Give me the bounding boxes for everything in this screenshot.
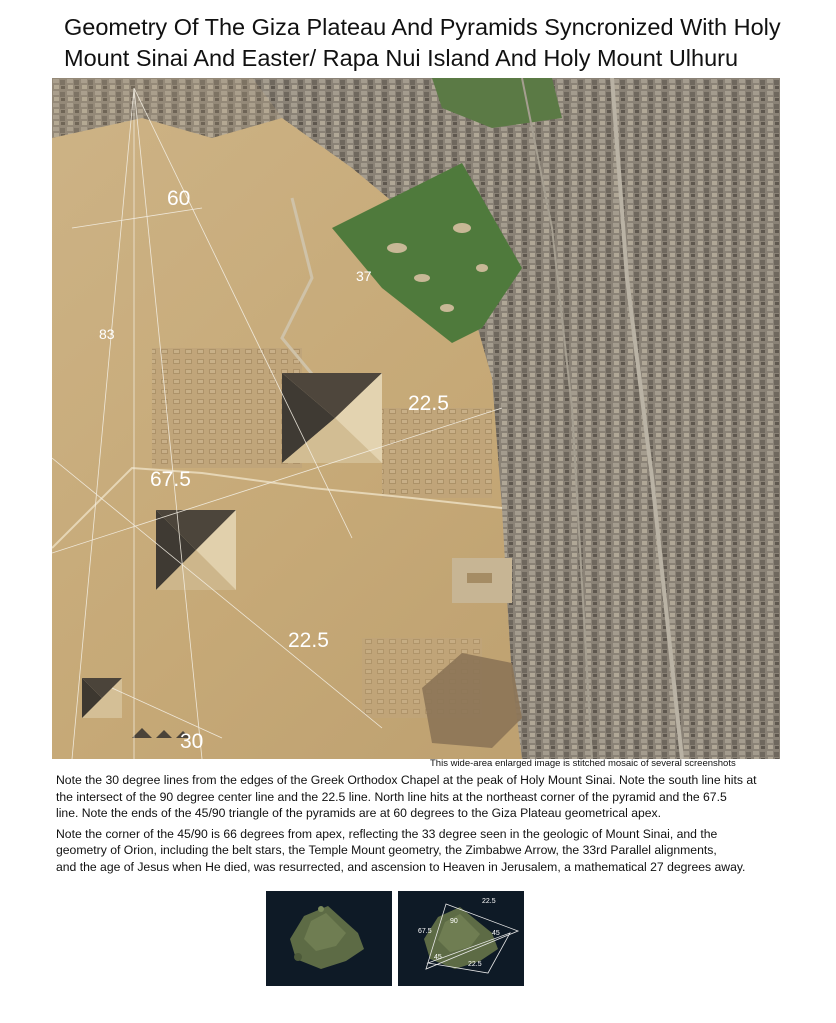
label-37: 37 — [356, 268, 372, 284]
island-label-90: 90 — [450, 918, 458, 925]
label-60: 60 — [167, 187, 191, 210]
island-label-22-5-bottom: 22.5 — [468, 961, 482, 968]
note-line: line. Note the ends of the 45/90 triangle of the pyramids are at 60 degrees to the Giza Plateau geometrical apex. — [56, 806, 662, 820]
title-line-2: Mount Sinai And Easter/ Rapa Nui Island And Holy Mount Ulhuru — [64, 45, 739, 71]
western-cemetery — [152, 348, 302, 468]
image-credit: This wide-area enlarged image is stitched mosaic of several screenshots — [430, 758, 736, 769]
eastern-cemetery — [382, 408, 492, 498]
easter-island-thumbnail — [266, 891, 392, 986]
note-line: Note the corner of the 45/90 is 66 degrees from apex, reflecting the 33 degree seen in the geologic of Mount Sinai, and the — [56, 826, 718, 841]
khafre-pyramid — [156, 510, 236, 590]
notes-text — [56, 772, 826, 875]
island-label-67-5: 67.5 — [418, 928, 432, 935]
label-67-5: 67.5 — [150, 468, 191, 491]
note-line: Note the 30 degree lines from the edges of the Greek Orthodox Chapel at the peak of Holy Mount Sinai. Note the south line hits at — [56, 773, 757, 787]
label-83: 83 — [99, 326, 115, 342]
island-label-22-5-top: 22.5 — [482, 898, 496, 905]
page-title — [64, 12, 824, 74]
note-line: and the age of Jesus when He died, was resurrected, and ascension to Heaven in Jerusalem, a mathematical 27 degrees away. — [56, 859, 746, 874]
easter-island-geometry-thumbnail — [398, 891, 524, 986]
title-line-1: Geometry Of The Giza Plateau And Pyramids Syncronized With Holy — [64, 14, 781, 40]
label-30: 30 — [180, 730, 204, 753]
label-22-5-bottom: 22.5 — [288, 629, 329, 652]
label-22-5-top: 22.5 — [408, 392, 449, 415]
great-pyramid — [282, 373, 382, 463]
menkaure-pyramid — [82, 678, 122, 718]
note-line: the intersect of the 90 degree center line and the 22.5 line. North line hits at the northeast corner of the pyramid and the 67.5 — [56, 789, 727, 804]
note-line: geometry of Orion, including the belt stars, the Temple Mount geometry, the Zimbabwe Arrow, the 33rd Parallel alignments, — [56, 843, 717, 857]
island-label-45-right: 45 — [492, 930, 500, 937]
island-label-45-left: 45 — [434, 954, 442, 961]
giza-aerial-image — [52, 78, 780, 759]
